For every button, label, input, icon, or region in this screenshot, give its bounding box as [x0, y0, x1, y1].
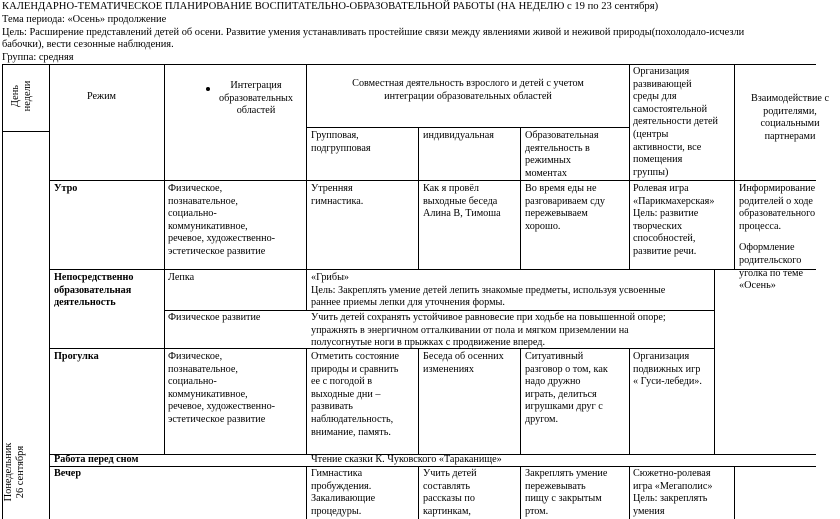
cell-text-line: Непосредственно	[54, 272, 134, 283]
cell-text-line: «Осень»	[739, 280, 776, 292]
table-border	[520, 127, 521, 269]
parents-interaction	[739, 183, 815, 293]
cell-text-line: рассказы по	[423, 493, 475, 505]
cell-text-line: Учить детей	[423, 468, 477, 479]
header-edu-activity: Образовательная деятельность в режимных моментах	[525, 130, 599, 179]
direct-area-modeling: Лепка	[168, 272, 195, 283]
evening-environment	[633, 468, 712, 518]
cell-text-line: Закреплять умение	[525, 468, 608, 479]
cell-text-line: ртом.	[525, 505, 549, 517]
cell-text-line: гимнастика.	[311, 195, 364, 207]
cell-text-line: «Грибы»	[311, 272, 350, 283]
cell-text-line: Закаливающие	[311, 493, 376, 505]
cell-text-line: Физическое,	[168, 351, 223, 362]
cell-text-line: способностей,	[633, 233, 696, 245]
cell-text-line: процедуры.	[311, 505, 362, 517]
morning-individual	[423, 183, 501, 221]
cell-text-line: Ролевая игра	[633, 183, 689, 194]
direct-modeling-content	[311, 272, 665, 310]
day-label: Понедельник 26 сентября	[3, 442, 26, 502]
morning-edu	[525, 183, 605, 233]
goal-line-1: Цель: Расширение представлений детей об осени. Развитие умения устанавливать простейшие связи между явлениями живой и неживой природы(похолодало-исчезли	[2, 27, 745, 38]
cell-text-line: выходные беседа	[423, 195, 498, 207]
cell-text-line: образовательная	[54, 284, 132, 296]
regime-presleep: Работа перед сном	[54, 454, 139, 465]
cell-text-line: социально-	[168, 376, 217, 388]
cell-text-line: хорошо.	[525, 220, 561, 232]
header-environment: Организация развивающей среды для самостоятельной деятельности детей (центры активности, все помещения группы)	[633, 66, 718, 178]
presleep-activity: Чтение сказки К. Чуковского «Тараканище»	[311, 454, 502, 465]
cell-text-line: игра «Мегаполис»	[633, 480, 713, 492]
cell-text-line: выходные дни –	[311, 388, 381, 400]
cell-text-line: изменениях	[423, 363, 474, 375]
table-border	[734, 466, 735, 519]
evening-edu	[525, 468, 607, 518]
cell-text-line: надо дружно	[525, 376, 581, 388]
evening-individual	[423, 468, 477, 518]
cell-text-line: родительского	[739, 254, 802, 266]
table-border	[418, 127, 419, 269]
cell-text-line: другом.	[525, 413, 559, 425]
cell-text-line: разговор о том, как	[525, 363, 608, 375]
cell-text-line: разговариваем сду	[525, 195, 605, 207]
morning-integration	[168, 183, 275, 259]
header-joint-activity: Совместная деятельность взрослого и детей с учетом интеграции образовательных областей	[352, 78, 584, 102]
cell-text-line: эстетическое развитие	[168, 245, 266, 257]
cell-text-line: эстетическое развитие	[168, 413, 266, 425]
cell-text-line: познавательное,	[168, 195, 238, 207]
table-border	[306, 348, 307, 454]
cell-text-line: Гимнастика	[311, 468, 363, 479]
evening-group-activity	[311, 468, 375, 518]
cell-text-line: образовательного	[739, 208, 816, 220]
cell-text-line: социально-	[168, 208, 217, 220]
cell-text-line: игрушками друг с	[525, 401, 603, 413]
cell-text-line: полусогнутые ноги в прыжках с продвижение вперед.	[311, 337, 546, 349]
cell-text-line: пробуждения.	[311, 480, 372, 492]
table-border	[418, 466, 419, 519]
header-integration: Интеграция образовательных областей	[219, 80, 293, 117]
cell-text-line: речевое, художественно-	[168, 233, 276, 245]
cell-text-line: Цель: закреплять	[633, 493, 708, 505]
table-border	[2, 131, 50, 132]
cell-text-line: коммуникативное,	[168, 220, 248, 232]
direct-area-physical: Физическое развитие	[168, 312, 261, 323]
cell-text-line: играть, делиться	[525, 388, 597, 400]
morning-environment	[633, 183, 714, 259]
regime-walk: Прогулка	[54, 351, 99, 362]
cell-text-line: Сюжетно-ролевая	[633, 468, 711, 479]
cell-text-line: родителей о ходе	[739, 195, 813, 207]
cell-text-line: развивать	[311, 401, 353, 413]
cell-text-line: Во время еды не	[525, 183, 597, 194]
cell-text-line: творческих	[633, 220, 683, 232]
cell-text-line: Как я провёл	[423, 183, 479, 194]
cell-text-line: Ситуативный	[525, 351, 584, 362]
regime-evening: Вечер	[54, 468, 81, 479]
walk-integration	[168, 351, 275, 427]
cell-text-line: Цель: Закреплять умение детей лепить знакомые предметы, используя усвоенные	[311, 284, 666, 296]
cell-text-line: Цель: развитие	[633, 208, 699, 220]
cell-text-line: уголка по теме	[739, 267, 803, 279]
walk-environment	[633, 351, 702, 389]
table-border	[164, 310, 714, 311]
table-border	[520, 348, 521, 454]
header-group-activity: Групповая, подгрупповая	[311, 130, 371, 154]
table-border	[520, 466, 521, 519]
walk-individual	[423, 351, 504, 376]
walk-edu	[525, 351, 608, 427]
goal-line-2: бабочки), вести сезонные наблюдения.	[2, 39, 174, 50]
morning-group-activity	[311, 183, 363, 208]
table-border	[629, 64, 630, 269]
cell-text-line: пищу с закрытым	[525, 493, 602, 505]
table-border	[714, 269, 715, 454]
cell-text-line: Физическое,	[168, 183, 223, 194]
cell-text-line: умения	[633, 505, 665, 517]
cell-text-line: Алина В, Тимоша	[423, 208, 501, 220]
regime-morning: Утро	[54, 183, 78, 194]
header-individual: индивидуальная	[423, 130, 494, 141]
table-border	[49, 64, 50, 519]
regime-direct-activity	[54, 272, 134, 310]
header-day-of-week: День недели	[10, 80, 33, 112]
table-border	[734, 64, 735, 269]
cell-text-line: пережевываем	[525, 208, 588, 220]
header-regime: Режим	[87, 91, 116, 102]
table-border	[164, 64, 165, 454]
direct-physical-content	[311, 312, 666, 350]
cell-text-line: Оформление	[739, 242, 795, 254]
table-border	[306, 466, 307, 519]
cell-text-line: картинкам,	[423, 505, 471, 517]
cell-text-line: упражнять в энергичном отталкивании от пола и мягком приземлении на	[311, 324, 629, 336]
cell-text-line: ее с погодой в	[311, 376, 373, 388]
cell-text-line: деятельность	[54, 297, 116, 309]
cell-text-line: Беседа об осенних	[423, 351, 504, 362]
cell-text-line: речевое, художественно-	[168, 401, 276, 413]
walk-group-activity	[311, 351, 399, 439]
cell-text-line: «Парикмахерская»	[633, 195, 715, 207]
table-border	[306, 127, 629, 128]
cell-text-line: подвижных игр	[633, 363, 701, 375]
cell-text-line: Отметить состояние	[311, 351, 400, 362]
table-border	[418, 348, 419, 454]
cell-text-line: « Гуси-лебеди».	[633, 376, 702, 388]
cell-text-line: процесса.	[739, 220, 782, 232]
cell-text-line: Учить детей сохранять устойчивое равновесие при ходьбе на повышенной опоре;	[311, 312, 666, 323]
cell-text-line: Информирование	[739, 183, 816, 194]
table-border	[629, 466, 630, 519]
cell-text-line: раннее приемы лепки для уточнения формы.	[311, 297, 505, 309]
table-border	[629, 348, 630, 454]
period-theme: Тема периода: «Осень» продолжение	[2, 14, 167, 25]
cell-text-line: Утренняя	[311, 183, 353, 194]
group-label: Группа: средняя	[2, 52, 74, 63]
cell-text-line: природы и сравнить	[311, 363, 399, 375]
cell-text-line: пережевывать	[525, 480, 586, 492]
cell-text-line: познавательное,	[168, 363, 238, 375]
header-parents: Взаимодействие с родителями, социальными партнерами	[750, 93, 830, 142]
cell-text-line: внимание, память.	[311, 426, 391, 438]
cell-text-line: наблюдательность,	[311, 413, 394, 425]
table-border	[2, 64, 816, 65]
cell-text-line: Организация	[633, 351, 690, 362]
cell-text-line: составлять	[423, 480, 471, 492]
cell-text-line: развитие речи.	[633, 245, 697, 257]
cell-text-line: коммуникативное,	[168, 388, 248, 400]
document-title: КАЛЕНДАРНО-ТЕМАТИЧЕСКОЕ ПЛАНИРОВАНИЕ ВОСПИТАТЕЛЬНО-ОБРАЗОВАТЕЛЬНОЙ РАБОТЫ (НА НЕДЕЛЮ с 19 по 23 сентября)	[2, 1, 659, 12]
cell-text-line	[739, 233, 815, 242]
